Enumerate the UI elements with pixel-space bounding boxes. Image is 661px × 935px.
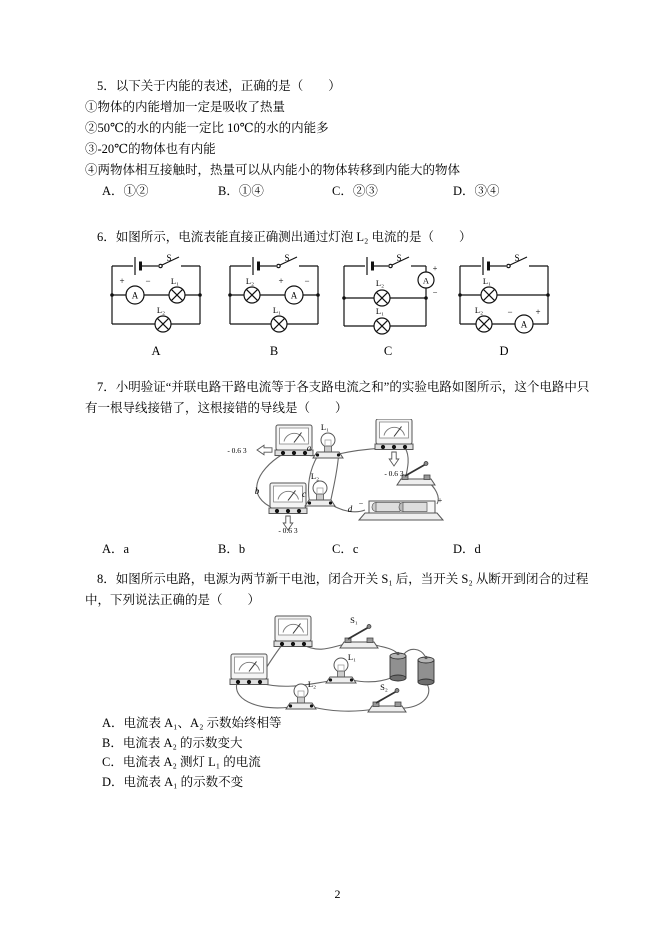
lamp-icon xyxy=(305,481,335,506)
lamp-icon xyxy=(313,433,343,458)
meter-scale-label: - 0.6 3 xyxy=(227,446,247,455)
question-6 xyxy=(85,227,645,248)
q8-options xyxy=(85,714,645,792)
circuit-c-lamp2-label: L₂ xyxy=(375,278,385,288)
q5-item-3: ③-20℃的物体也有内能 xyxy=(85,142,216,156)
q5-options xyxy=(85,181,645,202)
q7-stem-line2: 有一根导线接错了，这根接错的导线是（ ） xyxy=(85,401,348,415)
question-8 xyxy=(85,569,645,611)
q7-option-a: A．a xyxy=(102,542,130,556)
page-number: 2 xyxy=(334,887,341,901)
q5-option-a: A．①② xyxy=(102,184,149,198)
battery-icon xyxy=(257,262,260,271)
q7-options xyxy=(85,539,645,560)
circuit-b-ammeter-label: A xyxy=(290,290,298,301)
circuit-diagram-c xyxy=(338,252,438,340)
q8-option-b: B．电流表 A₂ 的示数变大 xyxy=(102,735,243,750)
battery-icon xyxy=(139,262,142,271)
q7-option-c: C．c xyxy=(332,542,359,556)
battery-cell-icon xyxy=(390,652,406,681)
circuit-a-plus-label: + xyxy=(119,276,125,286)
q7-wire-a-label: a xyxy=(306,443,312,453)
circuit-b-wires xyxy=(228,257,320,332)
battery-icon xyxy=(487,262,490,271)
question-5 xyxy=(85,76,645,202)
q7-option-d: D．d xyxy=(453,542,481,556)
q5-option-c: C．②③ xyxy=(332,184,378,198)
q5-item-4: ④两物体相互接触时，热量可以从内能小的物体转移到内能大的物体 xyxy=(85,163,461,177)
battery-icon xyxy=(371,262,374,271)
q8-switch2-label: S₂ xyxy=(380,682,388,692)
circuit-a-lamp1-label: L₁ xyxy=(170,276,180,286)
q8-option-d: D．电流表 A₁ 的示数不变 xyxy=(102,774,244,789)
circuit-a-switch-label: S xyxy=(166,253,172,263)
q5-option-d: D．③④ xyxy=(453,184,500,198)
q6-stem: 6．如图所示，电流表能直接正确测出通过灯泡 L₂ 电流的是（ ） xyxy=(97,230,472,244)
q7-battery-minus-label: − xyxy=(358,499,364,508)
q6-figure-label-a: A xyxy=(151,344,161,358)
switch-icon xyxy=(340,625,378,649)
q7-experiment-figure xyxy=(197,419,445,535)
question-7 xyxy=(85,377,645,419)
q7-lamp1-label: L₁ xyxy=(320,422,330,432)
q8-stem-line2: 中，下列说法正确的是（ ） xyxy=(85,593,261,607)
q8-lamp1-label: L₁ xyxy=(347,652,357,662)
circuit-b-switch-label: S xyxy=(284,253,290,263)
circuit-d-lamp2-label: L₂ xyxy=(474,305,484,315)
battery-holder-icon xyxy=(359,501,443,520)
q7-wire-d-label: d xyxy=(347,504,353,514)
circuit-c-switch-label: S xyxy=(396,253,402,263)
circuit-c-ammeter-label: A xyxy=(422,275,430,286)
circuit-a-minus-label: − xyxy=(145,276,151,286)
circuit-a-ammeter-label: A xyxy=(131,290,139,301)
q5-option-b: B．①④ xyxy=(218,184,264,198)
circuit-a-wires xyxy=(110,257,202,332)
q7-wire-c-label: c xyxy=(302,489,306,499)
circuit-b-lamp2-label: L₂ xyxy=(245,276,255,286)
circuit-diagram-a xyxy=(106,252,206,340)
q7-stem-line1: 7．小明验证“并联电路干路电流等于各支路电流之和”的实验电路如图所示，这个电路中只 xyxy=(97,380,590,394)
q7-battery-plus-label: + xyxy=(437,496,443,505)
switch-icon xyxy=(277,264,280,267)
circuit-d-lamp1-label: L₁ xyxy=(482,276,492,286)
q5-item-1: ①物体的内能增加一定是吸收了热量 xyxy=(85,100,286,114)
circuit-b-minus-label: − xyxy=(304,276,310,286)
ammeter-icon xyxy=(230,654,268,685)
q5-item-2: ②50℃的水的内能一定比 10℃的水的内能多 xyxy=(85,121,329,135)
q6-figure-label-b: B xyxy=(269,344,279,358)
ammeter-icon xyxy=(274,616,312,647)
circuit-diagram-b xyxy=(224,252,324,340)
circuit-b-plus-label: + xyxy=(278,276,284,286)
q8-option-a: A．电流表 A₁、A₂ 示数始终相等 xyxy=(102,716,282,730)
q6-figure-label-d: D xyxy=(499,344,509,358)
q8-experiment-figure xyxy=(224,614,452,714)
q8-lamp2-label: L₂ xyxy=(307,679,317,689)
circuit-d-minus-label: − xyxy=(507,307,513,317)
circuit-diagram-d xyxy=(454,252,554,340)
switch-icon xyxy=(389,264,392,267)
circuit-b-lamp1-label: L₁ xyxy=(272,305,282,315)
q6-figure-label-c: C xyxy=(383,344,393,358)
arrow-left-icon xyxy=(257,445,272,455)
circuit-c-lamp1-label: L₁ xyxy=(375,306,385,316)
circuit-c-wires xyxy=(342,257,434,334)
q8-stem-line1: 8．如图所示电路，电源为两节新干电池，闭合开关 S₁ 后，当开关 S₂ 从断开到闭合的过程 xyxy=(97,572,589,586)
q5-stem: 5．以下关于内能的表述，正确的是（ ） xyxy=(97,79,341,93)
arrow-down-icon xyxy=(389,452,399,466)
q7-option-b: B．b xyxy=(218,542,246,556)
switch-icon xyxy=(368,689,406,713)
switch-icon xyxy=(159,264,162,267)
circuit-d-wires xyxy=(458,257,550,333)
circuit-d-switch-label: S xyxy=(514,253,520,263)
battery-cell-icon xyxy=(418,656,434,685)
circuit-a-lamp2-label: L₂ xyxy=(156,305,166,315)
q8-switch1-label: S₁ xyxy=(350,615,358,625)
circuit-c-plus-label: + xyxy=(432,263,438,273)
q7-lamp2-label: L₂ xyxy=(310,471,320,481)
ammeter-icon xyxy=(375,419,413,450)
q8-option-c: C．电流表 A₂ 测灯 L₁ 的电流 xyxy=(102,755,261,770)
meter-scale-label: - 0.6 3 xyxy=(278,526,298,535)
circuit-c-minus-label: − xyxy=(432,287,438,297)
circuit-d-ammeter-label: A xyxy=(520,319,528,330)
meter-scale-label: - 0.6 3 xyxy=(384,469,404,478)
q7-wire-b-label: b xyxy=(254,486,260,496)
switch-icon xyxy=(507,264,510,267)
circuit-d-plus-label: + xyxy=(535,307,541,317)
